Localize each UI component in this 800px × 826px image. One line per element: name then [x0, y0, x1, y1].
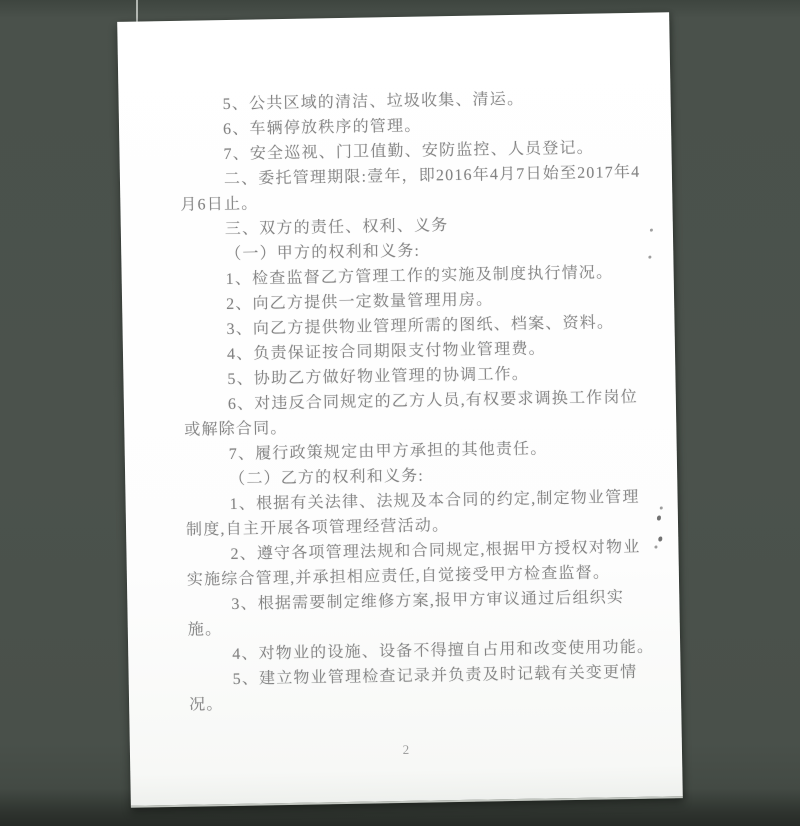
text-line: 7、安全巡视、门卫值勤、安防监控、人员登记。 [223, 139, 595, 164]
text-line: 2、向乙方提供一定数量管理用房。 [225, 291, 494, 314]
ink-speck [660, 506, 663, 509]
ink-speck [658, 536, 662, 541]
text-line: 5、建立物业管理检查记录并负责及时记载有关变更情 [232, 663, 638, 688]
text-line: 5、协助乙方做好物业管理的协调工作。 [227, 365, 530, 389]
text-line: 实施综合管理,并承担相应责任,自觉接受甲方检查监督。 [186, 564, 611, 589]
text-line: （一）甲方的权利和义务: [225, 242, 421, 264]
ink-speck [650, 229, 653, 232]
text-line: 1、根据有关法律、法规及本合同的约定,制定物业管理 [229, 488, 640, 513]
text-line: 4、对物业的设施、设备不得擅自占用和改变使用功能。 [232, 638, 655, 663]
text-line: 三、双方的责任、权利、义务 [224, 217, 449, 239]
text-line: 3、根据需要制定维修方案,报甲方审议通过后组织实 [231, 589, 625, 613]
text-line: 况。 [188, 696, 224, 714]
text-line: 制度,自主开展各项管理经营活动。 [185, 517, 450, 539]
text-line: （二）乙方的权利和义务: [229, 467, 425, 488]
text-line: 6、车辆停放秩序的管理。 [222, 117, 422, 139]
text-line: 4、负责保证按合同期限支付物业管理费。 [226, 340, 546, 364]
text-line: 3、向乙方提供物业管理所需的图纸、档案、资料。 [226, 314, 615, 339]
page-number: 2 [402, 741, 410, 758]
text-line: 1、检查监督乙方管理工作的实施及制度执行情况。 [225, 264, 614, 289]
text-line: 施。 [187, 621, 223, 639]
text-line: 月6日止。 [180, 195, 259, 214]
text-line: 7、履行政策规定由甲方承担的其他责任。 [228, 440, 548, 463]
document-page [117, 12, 683, 808]
text-line: 6、对违反合同规定的乙方人员,有权要求调换工作岗位 [227, 388, 638, 414]
document-lines [178, 85, 657, 718]
ink-speck [648, 256, 651, 259]
ink-speck [657, 515, 661, 520]
text-line: 2、遵守各项管理法规和合同规定,根据甲方授权对物业 [230, 538, 641, 563]
ink-speck [654, 546, 657, 549]
text-line: 二、委托管理期限:壹年，即2016年4月7日始至2017年4 [223, 163, 641, 189]
text-line: 或解除合同。 [184, 419, 288, 439]
text-line: 5、公共区域的清洁、垃圾收集、清运。 [222, 90, 525, 114]
